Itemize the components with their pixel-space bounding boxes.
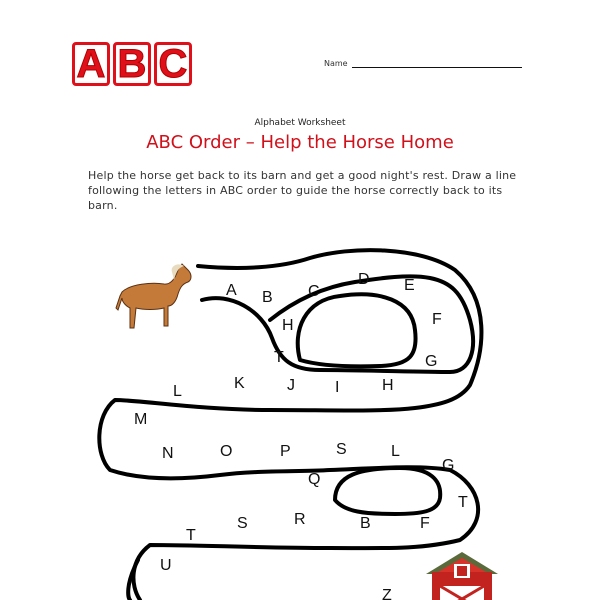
instructions-text: Help the horse get back to its barn and get a good night's rest. Draw a line following the letters in ABC order to guide the horse correctly back to its barn.	[88, 169, 517, 212]
maze-letter-f: F	[432, 311, 442, 328]
maze-letter-r: R	[294, 511, 306, 528]
maze-letter-c: C	[308, 283, 320, 300]
maze-letter-t: T	[186, 527, 196, 544]
maze-letter-b: B	[360, 515, 371, 532]
maze-letter-e: E	[404, 277, 415, 294]
maze-inner-loop-top	[298, 294, 416, 366]
maze-letter-q: Q	[308, 471, 321, 488]
worksheet-subtitle: Alphabet Worksheet	[254, 118, 346, 128]
maze-letter-g: G	[425, 353, 438, 370]
maze-letter-f: F	[420, 515, 430, 532]
maze-letter-g: G	[442, 457, 455, 474]
horse-icon	[116, 264, 191, 328]
worksheet-title: ABC Order – Help the Horse Home	[146, 132, 454, 153]
maze-letter-t: T	[274, 349, 284, 366]
maze-letter-d: D	[358, 271, 370, 288]
maze-letter-z: Z	[382, 587, 392, 600]
maze-letter-j: J	[287, 377, 295, 394]
barn-icon	[426, 552, 498, 600]
maze-letter-m: M	[134, 411, 148, 428]
maze-letter-a: A	[226, 282, 237, 299]
maze-letter-t: T	[458, 494, 468, 511]
maze-letter-k: K	[234, 375, 245, 392]
maze-letter-i: I	[335, 379, 340, 396]
maze-letter-s: S	[237, 515, 248, 532]
maze-letter-l: L	[391, 443, 400, 460]
maze-letter-p: P	[280, 443, 291, 460]
logo-letter: B	[117, 42, 147, 86]
maze-letter-n: N	[162, 445, 174, 462]
maze-letter-h: H	[282, 317, 294, 334]
logo-letter: C	[158, 42, 188, 86]
maze-letter-s: S	[336, 441, 347, 458]
logo-letter: A	[76, 42, 106, 86]
name-label: Name	[324, 59, 348, 68]
maze-inner-loop-bottom	[335, 468, 440, 514]
maze-letter-l: L	[173, 383, 182, 400]
maze-letter-b: B	[262, 289, 273, 306]
maze-letter-u: U	[160, 557, 172, 574]
maze-letter-h: H	[382, 377, 394, 394]
maze-letter-o: O	[220, 443, 233, 460]
